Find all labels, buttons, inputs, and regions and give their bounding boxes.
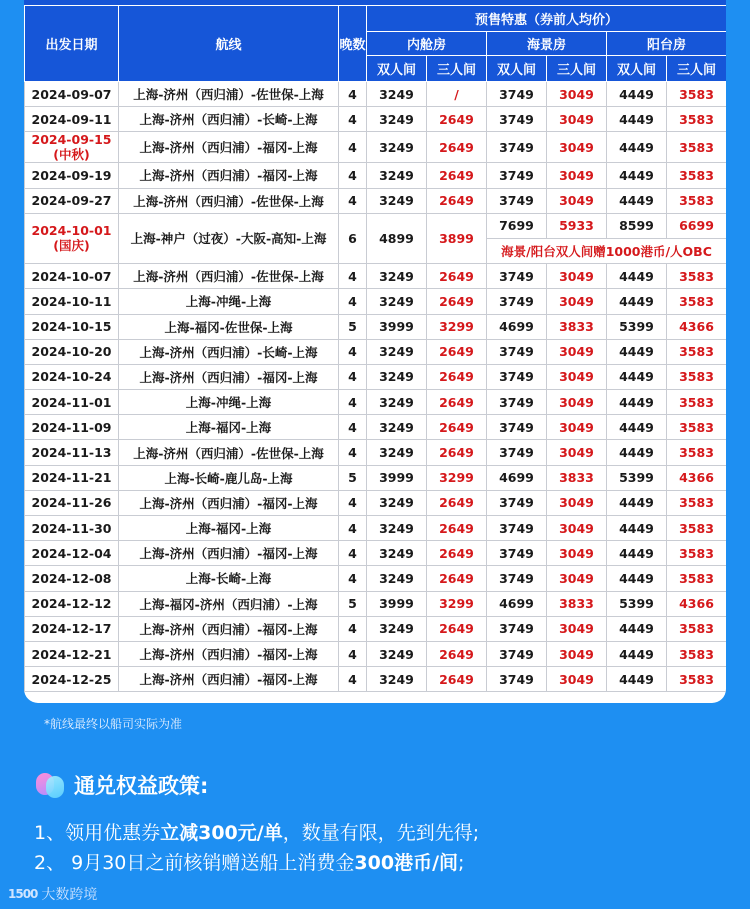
cell-route: 上海-长崎-鹿儿岛-上海	[119, 465, 339, 490]
cell-nights: 4	[339, 82, 367, 107]
holiday-label: (国庆)	[53, 238, 90, 254]
cell-nights: 5	[339, 465, 367, 490]
table-row	[25, 163, 727, 188]
table-row	[25, 616, 727, 641]
cell-price: 4449	[607, 390, 667, 415]
cell-price: 2649	[427, 163, 487, 188]
policy-item-1	[34, 818, 479, 845]
cell-price: 3749	[487, 667, 547, 692]
cell-nights: 5	[339, 591, 367, 616]
table-row	[25, 667, 727, 692]
cell-price: 3049	[547, 264, 607, 289]
holiday-label: (中秋)	[53, 147, 90, 163]
cell-route: 上海-长崎-上海	[119, 566, 339, 591]
cell-price: 3749	[487, 415, 547, 440]
cell-price: 3749	[487, 364, 547, 389]
cell-price: 4449	[607, 107, 667, 132]
cell-price: 4366	[667, 465, 727, 490]
cell-nights: 4	[339, 566, 367, 591]
cell-route: 上海-济州（西归浦）-福冈-上海	[119, 616, 339, 641]
cell-route: 上海-济州（西归浦）-福冈-上海	[119, 163, 339, 188]
cell-price: 3249	[367, 541, 427, 566]
cell-price: 3583	[667, 667, 727, 692]
cell-date: 2024-11-13	[25, 440, 119, 465]
cell-price: 4449	[607, 339, 667, 364]
cell-price: 3249	[367, 188, 427, 213]
cell-nights: 5	[339, 314, 367, 339]
cell-price: 3049	[547, 163, 607, 188]
header-occupancy: 双人间	[607, 56, 667, 82]
cell-date: 2024-12-08	[25, 566, 119, 591]
header-cabin-inside: 内舱房	[367, 32, 487, 56]
cell-price: 4449	[607, 667, 667, 692]
cell-price: 2649	[427, 541, 487, 566]
header-presale: 预售特惠（券前人均价）	[367, 6, 727, 32]
cell-price: 4449	[607, 641, 667, 666]
cell-price: 3049	[547, 415, 607, 440]
cell-price: 3583	[667, 440, 727, 465]
cell-price: 3049	[547, 667, 607, 692]
policy-title: 通兑权益政策:	[74, 774, 209, 798]
cell-price: 3833	[547, 591, 607, 616]
cell-price: 3249	[367, 132, 427, 163]
header-cabin-balcony: 阳台房	[607, 32, 727, 56]
cell-price: 3583	[667, 339, 727, 364]
table-row	[25, 132, 727, 163]
obc-bonus-note: 海景/阳台双人间赠1000港币/人OBC	[487, 238, 727, 263]
table-row	[25, 440, 727, 465]
cell-price: 3249	[367, 82, 427, 107]
cell-price: 3049	[547, 188, 607, 213]
cell-date: 2024-12-21	[25, 641, 119, 666]
header-occupancy: 三人间	[427, 56, 487, 82]
header-cabin-oceanview: 海景房	[487, 32, 607, 56]
cell-price: 3749	[487, 82, 547, 107]
cell-price: 3299	[427, 314, 487, 339]
table-row	[25, 289, 727, 314]
cell-price: 2649	[427, 566, 487, 591]
cell-date: 2024-11-30	[25, 516, 119, 541]
cell-price: 3749	[487, 339, 547, 364]
cell-price: 3049	[547, 339, 607, 364]
cell-price: 4699	[487, 314, 547, 339]
cell-price: 3583	[667, 490, 727, 515]
cell-price: 3749	[487, 490, 547, 515]
cell-price: 4449	[607, 188, 667, 213]
cell-nights: 4	[339, 339, 367, 364]
cell-price: 3583	[667, 364, 727, 389]
brand-watermark	[8, 884, 97, 904]
header-occupancy: 双人间	[487, 56, 547, 82]
cell-price: 3249	[367, 667, 427, 692]
cell-route: 上海-济州（西归浦）-佐世保-上海	[119, 82, 339, 107]
brand-name: 大数跨境	[41, 887, 98, 903]
cell-price: 3249	[367, 390, 427, 415]
cell-price: 3749	[487, 264, 547, 289]
cell-price: 3249	[367, 163, 427, 188]
cell-price: 3749	[487, 390, 547, 415]
policy-item-1-highlight: 立减300元/单	[160, 822, 283, 844]
cell-date: 2024-10-20	[25, 339, 119, 364]
header-occupancy: 三人间	[547, 56, 607, 82]
table-row	[25, 490, 727, 515]
cell-route: 上海-福冈-上海	[119, 415, 339, 440]
cell-nights: 4	[339, 490, 367, 515]
cell-route: 上海-济州（西归浦）-长崎-上海	[119, 107, 339, 132]
cell-price: 2649	[427, 132, 487, 163]
cell-price: 2649	[427, 616, 487, 641]
cell-price: 2649	[427, 667, 487, 692]
cell-price: 3249	[367, 289, 427, 314]
cell-route: 上海-济州（西归浦）-福冈-上海	[119, 490, 339, 515]
cell-price: 3049	[547, 440, 607, 465]
cell-nights: 4	[339, 289, 367, 314]
cell-price: 5933	[547, 213, 607, 238]
date-text: 2024-09-15	[31, 132, 112, 148]
policy-item-2-suffix: ;	[458, 852, 465, 874]
cell-route: 上海-冲绳-上海	[119, 390, 339, 415]
cell-price: 4366	[667, 591, 727, 616]
cell-price: 3049	[547, 364, 607, 389]
date-text: 2024-10-01	[31, 223, 112, 239]
cell-price: 3583	[667, 132, 727, 163]
table-row	[25, 390, 727, 415]
cell-nights: 4	[339, 641, 367, 666]
policy-item-2	[34, 848, 464, 875]
cell-nights: 4	[339, 541, 367, 566]
cell-price: 4449	[607, 415, 667, 440]
cell-price: 2649	[427, 364, 487, 389]
cell-route: 上海-济州（西归浦）-佐世保-上海	[119, 188, 339, 213]
table-row	[25, 82, 727, 107]
cell-price: 4899	[367, 213, 427, 263]
table-row	[25, 264, 727, 289]
cell-date: 2024-12-17	[25, 616, 119, 641]
cell-price: 2649	[427, 289, 487, 314]
cell-price: 3049	[547, 289, 607, 314]
cell-route: 上海-济州（西归浦）-福冈-上海	[119, 364, 339, 389]
cell-price: 3999	[367, 465, 427, 490]
policy-item-2-highlight: 300港币/间	[354, 852, 459, 874]
route-footnote: *航线最终以船司实际为准	[44, 717, 183, 731]
table-row	[25, 415, 727, 440]
cell-price: 3049	[547, 516, 607, 541]
cell-price: 4699	[487, 465, 547, 490]
bubble-icon	[36, 771, 66, 799]
cell-date: 2024-10-11	[25, 289, 119, 314]
cell-route: 上海-冲绳-上海	[119, 289, 339, 314]
cell-nights: 4	[339, 390, 367, 415]
cell-price: 4449	[607, 264, 667, 289]
cell-price: 3249	[367, 641, 427, 666]
cell-date: 2024-12-25	[25, 667, 119, 692]
cell-price: 3999	[367, 314, 427, 339]
cell-nights: 4	[339, 616, 367, 641]
cell-date: 2024-09-11	[25, 107, 119, 132]
cell-price: 3583	[667, 541, 727, 566]
cell-date: 2024-11-21	[25, 465, 119, 490]
cell-price: 5399	[607, 591, 667, 616]
policy-item-1-suffix: ，数量有限，先到先得;	[282, 822, 480, 844]
table-row	[25, 591, 727, 616]
header-occupancy: 三人间	[667, 56, 727, 82]
cell-price: /	[427, 82, 487, 107]
cell-price: 3999	[367, 591, 427, 616]
table-row	[25, 107, 727, 132]
header-route: 航线	[119, 6, 339, 82]
cell-route: 上海-济州（西归浦）-长崎-上海	[119, 339, 339, 364]
cell-price: 4449	[607, 440, 667, 465]
cell-date: 2024-09-07	[25, 82, 119, 107]
table-row	[25, 213, 727, 238]
cell-date: 2024-10-07	[25, 264, 119, 289]
cell-route: 上海-济州（西归浦）-福冈-上海	[119, 132, 339, 163]
cell-price: 3299	[427, 465, 487, 490]
cell-price: 2649	[427, 264, 487, 289]
cell-price: 3049	[547, 490, 607, 515]
cell-nights: 4	[339, 107, 367, 132]
cell-price: 4449	[607, 82, 667, 107]
cell-nights: 4	[339, 667, 367, 692]
cell-price: 2649	[427, 188, 487, 213]
fare-table-card	[24, 0, 726, 703]
table-row	[25, 641, 727, 666]
cell-price: 4449	[607, 516, 667, 541]
cell-route: 上海-济州（西归浦）-福冈-上海	[119, 667, 339, 692]
cell-price: 3583	[667, 616, 727, 641]
cell-price: 3583	[667, 566, 727, 591]
table-row	[25, 364, 727, 389]
table-row	[25, 339, 727, 364]
cell-date: 2024-09-27	[25, 188, 119, 213]
cell-price: 3899	[427, 213, 487, 263]
cell-nights: 4	[339, 264, 367, 289]
cell-price: 3249	[367, 364, 427, 389]
cell-price: 3749	[487, 188, 547, 213]
header-nights: 晚数	[339, 6, 367, 82]
table-row	[25, 188, 727, 213]
cell-price: 3749	[487, 616, 547, 641]
cell-date	[25, 132, 119, 163]
cell-date: 2024-10-24	[25, 364, 119, 389]
cell-nights: 4	[339, 132, 367, 163]
cell-price: 3249	[367, 616, 427, 641]
cell-price: 5399	[607, 465, 667, 490]
cell-price: 7699	[487, 213, 547, 238]
cell-price: 4449	[607, 566, 667, 591]
cell-date: 2024-11-09	[25, 415, 119, 440]
cell-price: 3749	[487, 516, 547, 541]
header-date: 出发日期	[25, 6, 119, 82]
cell-price: 2649	[427, 641, 487, 666]
cell-date: 2024-09-19	[25, 163, 119, 188]
cell-price: 2649	[427, 490, 487, 515]
cell-price: 2649	[427, 440, 487, 465]
policy-item-2-text: 2、 9月30日之前核销赠送船上消费金	[34, 852, 355, 874]
cell-price: 3583	[667, 641, 727, 666]
cell-price: 3299	[427, 591, 487, 616]
fare-table	[24, 5, 726, 692]
policy-item-1-text: 1、领用优惠券	[34, 822, 161, 844]
policy-heading	[36, 770, 208, 800]
cell-price: 3049	[547, 641, 607, 666]
cell-price: 3749	[487, 289, 547, 314]
cell-price: 3833	[547, 465, 607, 490]
cell-route: 上海-福冈-上海	[119, 516, 339, 541]
cell-price: 6699	[667, 213, 727, 238]
cell-route: 上海-济州（西归浦）-佐世保-上海	[119, 440, 339, 465]
cell-price: 4699	[487, 591, 547, 616]
cell-price: 4449	[607, 616, 667, 641]
cell-route: 上海-济州（西归浦）-佐世保-上海	[119, 264, 339, 289]
cell-price: 3583	[667, 516, 727, 541]
cell-price: 4449	[607, 364, 667, 389]
cell-price: 3833	[547, 314, 607, 339]
cell-price: 8599	[607, 213, 667, 238]
cell-price: 3249	[367, 440, 427, 465]
cell-nights: 4	[339, 364, 367, 389]
cell-route: 上海-神户（过夜）-大阪-高知-上海	[119, 213, 339, 263]
cell-price: 3749	[487, 163, 547, 188]
cell-price: 3249	[367, 516, 427, 541]
fare-table-body	[25, 82, 727, 692]
cell-date: 2024-10-15	[25, 314, 119, 339]
cell-route: 上海-福冈-济州（西归浦）-上海	[119, 591, 339, 616]
cell-route: 上海-福冈-佐世保-上海	[119, 314, 339, 339]
cell-price: 3749	[487, 132, 547, 163]
cell-price: 3583	[667, 107, 727, 132]
cell-price: 3249	[367, 566, 427, 591]
cell-price: 3583	[667, 289, 727, 314]
cell-price: 3249	[367, 415, 427, 440]
cell-price: 3049	[547, 82, 607, 107]
cell-date: 2024-11-26	[25, 490, 119, 515]
cell-price: 3749	[487, 566, 547, 591]
cell-price: 3749	[487, 641, 547, 666]
cell-nights: 4	[339, 440, 367, 465]
cell-nights: 6	[339, 213, 367, 263]
cell-price: 4449	[607, 289, 667, 314]
table-row	[25, 541, 727, 566]
cell-price: 4366	[667, 314, 727, 339]
cell-nights: 4	[339, 163, 367, 188]
table-row	[25, 465, 727, 490]
table-row	[25, 314, 727, 339]
cell-price: 2649	[427, 516, 487, 541]
cell-price: 3749	[487, 440, 547, 465]
cell-route: 上海-济州（西归浦）-福冈-上海	[119, 541, 339, 566]
cell-price: 3249	[367, 339, 427, 364]
cell-price: 4449	[607, 163, 667, 188]
cell-price: 3749	[487, 107, 547, 132]
cell-route: 上海-济州（西归浦）-福冈-上海	[119, 641, 339, 666]
cell-price: 3049	[547, 390, 607, 415]
cell-price: 2649	[427, 107, 487, 132]
cell-price: 4449	[607, 490, 667, 515]
cell-price: 3049	[547, 566, 607, 591]
cell-price: 5399	[607, 314, 667, 339]
table-row	[25, 516, 727, 541]
cell-price: 3583	[667, 264, 727, 289]
cell-nights: 4	[339, 188, 367, 213]
cell-price: 4449	[607, 541, 667, 566]
cell-price: 3583	[667, 188, 727, 213]
cell-price: 3249	[367, 490, 427, 515]
cell-price: 3249	[367, 107, 427, 132]
cell-date: 2024-12-12	[25, 591, 119, 616]
cell-price: 3049	[547, 132, 607, 163]
header-occupancy: 双人间	[367, 56, 427, 82]
cell-date: 2024-11-01	[25, 390, 119, 415]
cell-price: 3583	[667, 82, 727, 107]
cell-price: 3049	[547, 541, 607, 566]
cell-price: 2649	[427, 390, 487, 415]
cell-price: 3583	[667, 390, 727, 415]
cell-nights: 4	[339, 516, 367, 541]
cell-price: 3583	[667, 415, 727, 440]
cell-price: 3049	[547, 616, 607, 641]
cell-price: 2649	[427, 415, 487, 440]
cell-price: 4449	[607, 132, 667, 163]
cell-date: 2024-12-04	[25, 541, 119, 566]
cell-price: 3249	[367, 264, 427, 289]
cell-date	[25, 213, 119, 263]
cell-nights: 4	[339, 415, 367, 440]
cell-price: 3749	[487, 541, 547, 566]
cell-price: 3583	[667, 163, 727, 188]
table-row	[25, 566, 727, 591]
cell-price: 3049	[547, 107, 607, 132]
cell-price: 2649	[427, 339, 487, 364]
brand-logo: 1500	[8, 887, 38, 901]
